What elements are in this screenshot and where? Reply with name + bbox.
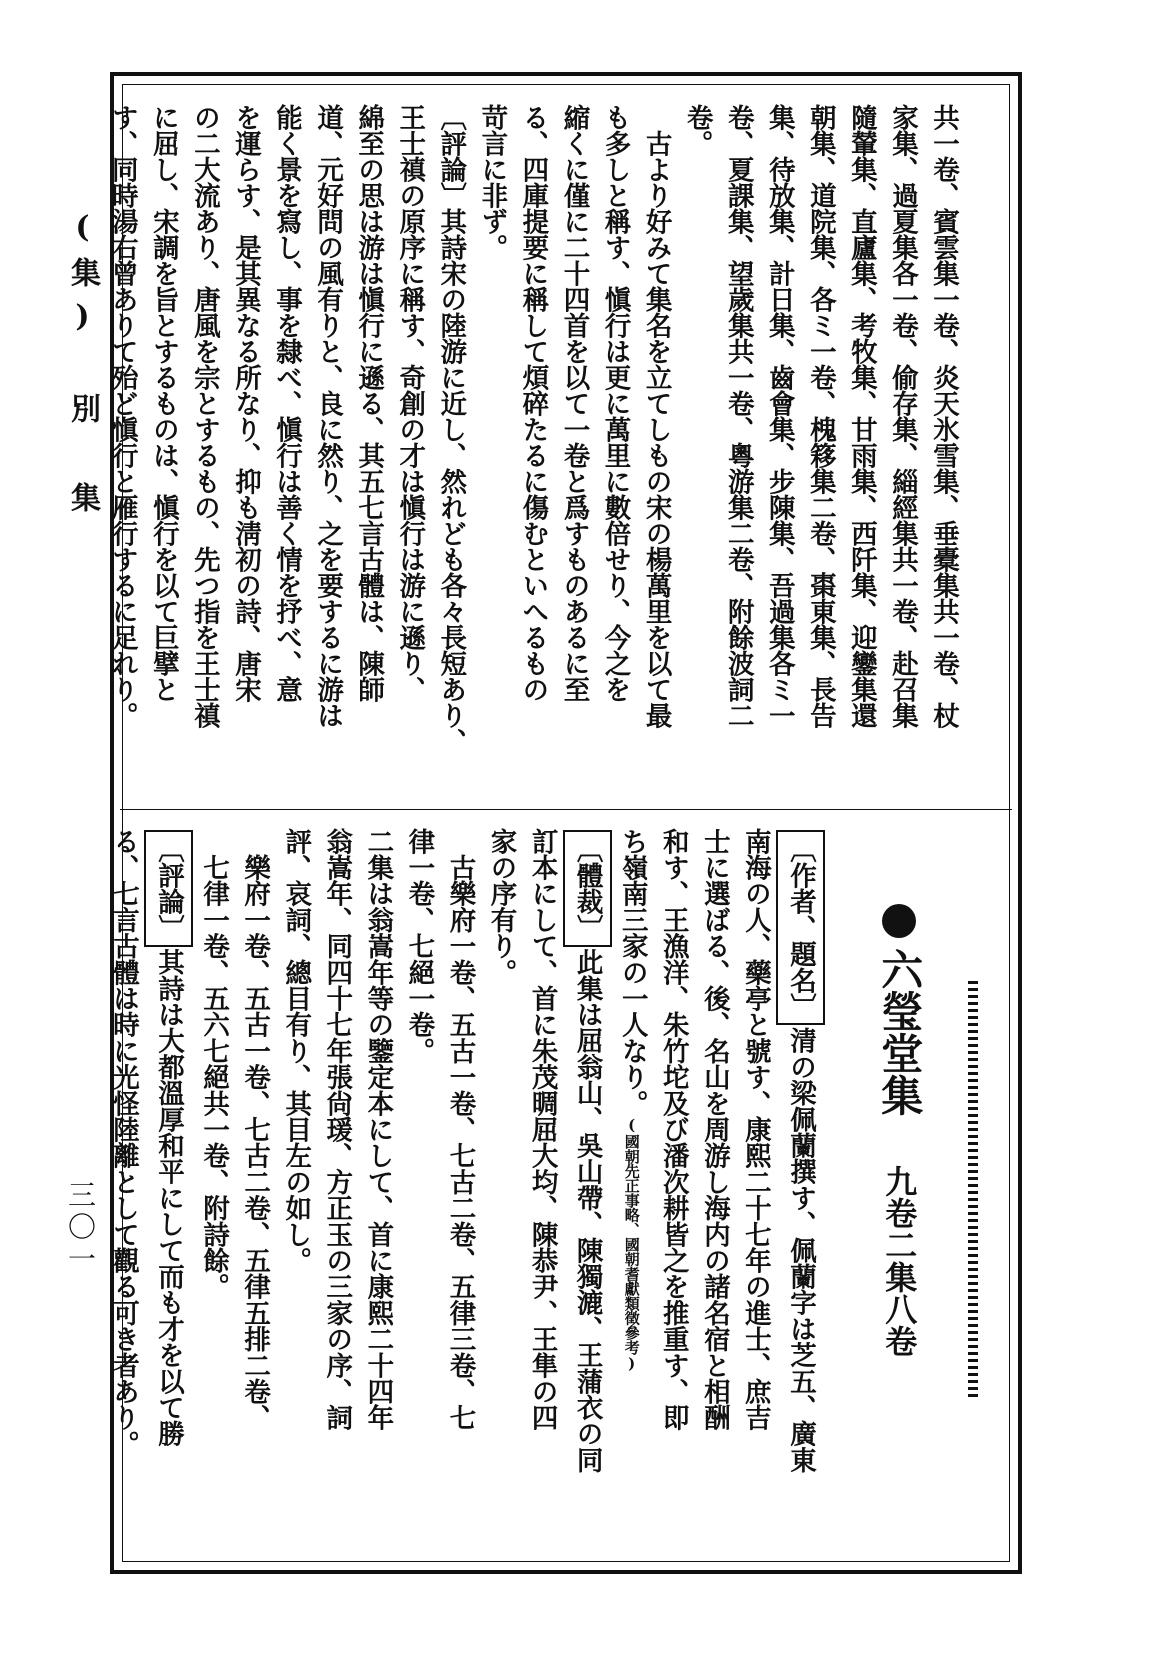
page-frame bbox=[106, 72, 1022, 1574]
section-divider bbox=[120, 809, 1012, 810]
lower-text-block bbox=[107, 828, 958, 1543]
page-number: 三〇一 bbox=[64, 1180, 97, 1276]
entry-title-line bbox=[875, 904, 924, 1357]
wavy-rule-right bbox=[968, 981, 978, 1401]
style-tag: 〔體裁〕 bbox=[563, 830, 612, 947]
author-tag: 〔作者、題名〕 bbox=[776, 830, 825, 1025]
author-text: 清の梁佩蘭撰す、佩蘭字は芝五、廣東 南海の人、藥亭と號す、康熙二十七年の進士、庶吉 士に選ばる、後、名山を周游し海内の諸名宿と相酬 和す、王漁洋、朱竹坨及び潘次耕皆之を推重す、即 ち嶺南三家の一人なり。 bbox=[616, 828, 816, 1473]
margin-label: (集) 別 集 bbox=[65, 210, 100, 524]
review-text: 其詩は大都溫厚和平にして而も才を以て勝 る、七言古體は時に光怪陸離として觀る可き者あり。 bbox=[107, 828, 185, 1457]
author-source-note: (國朝先正事略、國朝耆獻類徵參考) bbox=[622, 1116, 641, 1373]
entry-title: 六瑩堂集 bbox=[875, 948, 925, 1116]
review-tag: 〔評論〕 bbox=[144, 830, 193, 947]
style-text: 此集は屈翁山、吳山帶、陳獨漉、王蒲衣の同 訂本にして、首に朱茂晭屈大均、陳恭尹、王隼の四 家の序有り。 古樂府一卷、五古一卷、七古二卷、五律三卷、七 律一卷、七絕一卷。 二集は翁嵩年等の鑒定本にして、首に康熙二十四年 翁嵩年、同四十七年張尙瑗、方正玉の三家の序、詞 評、哀詞、總目有り、其目左の如し。 樂府一卷、五古一卷、七古二卷、五律五排二卷、 七律一卷、五六七絕共一卷、附詩餘。 bbox=[198, 828, 603, 1473]
entry-volumes: 九卷二集八卷 bbox=[880, 1165, 919, 1357]
author-section bbox=[108, 828, 816, 1473]
upper-text-block: 共一卷、賓雲集一卷、炎天氷雪集、垂橐集共一卷、杖 家集、過夏集各一卷、偷存集、緇經集共一卷、赴召集 隨輦集、直廬集、考牧集、甘雨集、西阡集、迎鑾集還 朝集、道院集、各ミ一卷、槐簃集二卷、棗東集、長告 集、待放集、計日集、齒會集、步陳集、吾過集各ミ一 卷、夏課集、望歲集共一卷、粵游集二卷、附餘波詞二 卷。 古より好みて集名を立てしもの宋の楊萬里を以て最 も多しと稱す、愼行は更に萬里に數倍せり、今之を 縮くに僅に二十四首を以て一卷と爲すものあるに至 る、四庫提要に稱して煩碎たるに傷むといへるもの 苛言に非ず。 〔評論〕其詩宋の陸游に近し、然れども各々長短あり、 王士禛の原序に稱す、奇創の才は愼行は游に遜り、 綿至の思は游は愼行に遜る、其五七言古體は、陳師 道、元好問の風有りと、良に然り、之を要するに游は 能く景を寫し、事を隸べ、愼行は善く情を抒べ、意 を運らす、是其異なる所なり、抑も淸初の詩、唐宋 の二大流あり、唐風を宗とするもの、先つ指を王士禛 に屈し、宋調を旨とするものは、愼行を以て巨擘と す、同時湯右曾ありて殆ど愼行と雁行するに足れり。 bbox=[106, 104, 959, 754]
filled-circle-icon bbox=[882, 904, 916, 938]
